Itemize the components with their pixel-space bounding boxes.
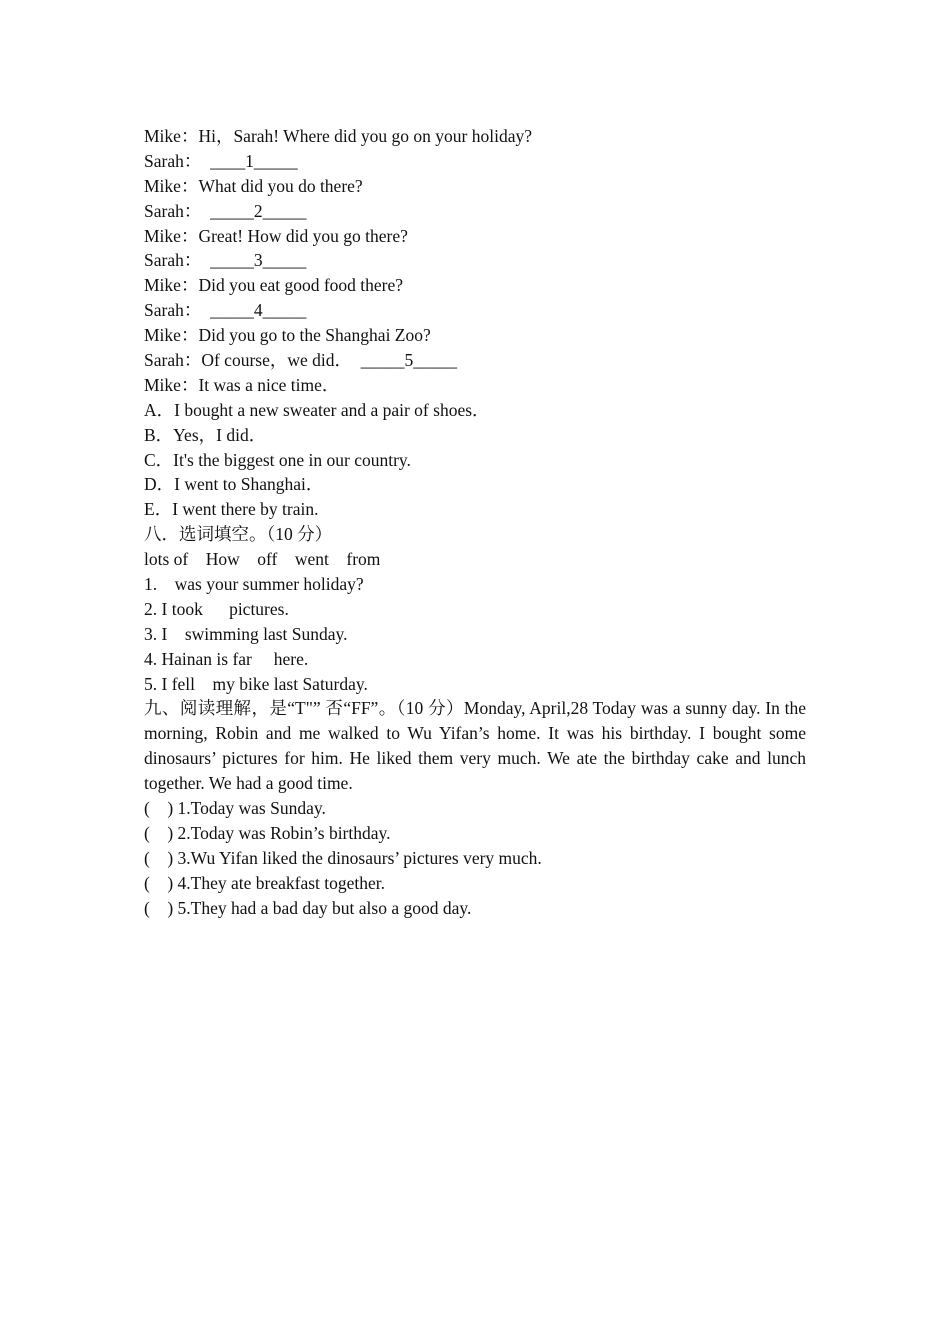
section-8: [144, 522, 806, 696]
option-item: A．I bought a new sweater and a pair of shoes．: [144, 399, 490, 420]
reading-passage: 九、阅读理解，是“T"” 否“FF”。（10 分）Monday, April,28 Today was a sunny day. In the morning, Robin and me walked to Wu Yifan’s home. It was his birthday. I bought some dinosaurs’ pictures for him. He liked them very much. We ate the birthday cake and lunch together. We had a good time.: [144, 698, 806, 794]
option-item: E．I went there by train.: [144, 499, 319, 520]
dialogue-line: Mike：It was a nice time．: [144, 374, 340, 395]
fill-question: 3. I swimming last Sunday.: [144, 623, 348, 644]
dialogue-line: Sarah：Of course，we did． _____5_____: [144, 350, 458, 371]
dialogue-line: Sarah： ____1_____: [144, 150, 298, 171]
dialogue-line: Mike：Hi，Sarah! Where did you go on your holiday?: [144, 126, 532, 146]
fill-question: 5. I fell my bike last Saturday.: [144, 673, 368, 694]
worksheet-page: [144, 124, 806, 921]
true-false-statement: ( ) 5.They had a bad day but also a good day.: [144, 897, 472, 918]
word-bank: lots of How off went from: [144, 549, 381, 570]
option-item: B．Yes，I did．: [144, 424, 267, 445]
fill-question: 4. Hainan is far here.: [144, 648, 309, 669]
dialogue-line: Mike：Did you eat good food there?: [144, 275, 404, 296]
dialogue-line: Mike：Great! How did you go there?: [144, 225, 408, 246]
section-8-heading: 八．选词填空。（10 分）: [144, 524, 333, 545]
option-item: C．It's the biggest one in our country.: [144, 449, 411, 470]
dialogue-line: Sarah： _____3_____: [144, 250, 307, 271]
fill-question: 1. was your summer holiday?: [144, 574, 364, 595]
fill-question: 2. I took pictures.: [144, 598, 289, 619]
dialogue-line: Mike：What did you do there?: [144, 175, 363, 196]
section-9: [144, 696, 806, 920]
true-false-statement: ( ) 4.They ate breakfast together.: [144, 872, 386, 893]
option-item: D．I went to Shanghai．: [144, 474, 324, 495]
true-false-statement: ( ) 1.Today was Sunday.: [144, 798, 326, 819]
true-false-statement: ( ) 3.Wu Yifan liked the dinosaurs’ pictures very much.: [144, 847, 542, 868]
dialogue-line: Mike：Did you go to the Shanghai Zoo?: [144, 325, 431, 346]
true-false-statement: ( ) 2.Today was Robin’s birthday.: [144, 823, 391, 843]
dialogue-line: Sarah： _____2_____: [144, 200, 307, 221]
dialogue-section: [144, 124, 806, 398]
dialogue-line: Sarah： _____4_____: [144, 300, 307, 321]
answer-options: [144, 398, 806, 522]
